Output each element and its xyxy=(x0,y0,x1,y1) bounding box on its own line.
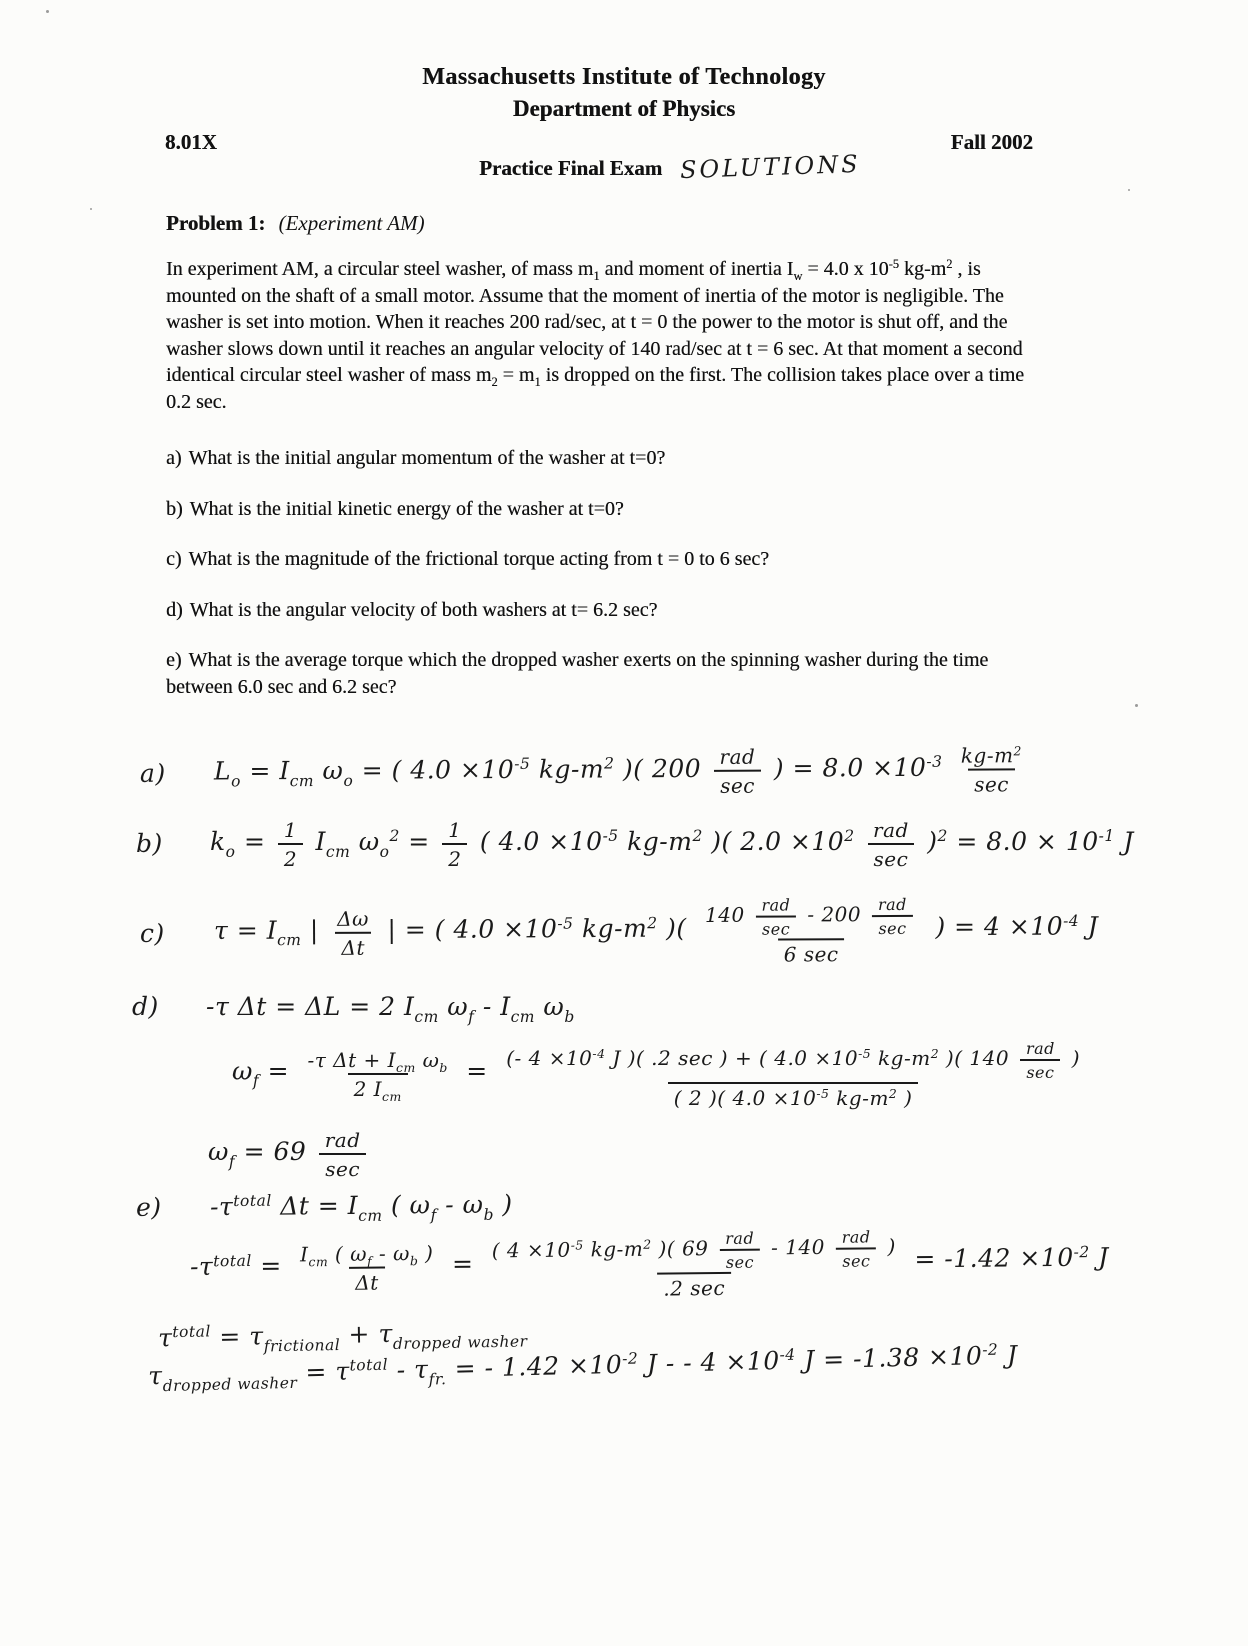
exam-title-row xyxy=(46,149,1248,185)
solution-line-d-continued xyxy=(232,1037,1248,1109)
solution-line-a xyxy=(140,741,1248,800)
problem-statement: In experiment AM, a circular steel washer, of mass $m_1$ and moment of inertia $I_w = 4.0$ x $10^{-5}$ $kg-m^2$ , is mounted on the shaft of a small motor. Assume that the moment of inertia of the motor is negligible. The washer is set into motion. When it reaches 200 rad/sec, at t = 0 the power to the motor is shut off, and the washer slows down until it reaches an angular velocity of 140 rad/sec at t = 6 sec. At that moment a second identical circular steel washer of mass $m_2 = m_1$ is dropped on the first. The collision takes place over a time 0.2 sec. xyxy=(166,257,1025,413)
solution-line-e xyxy=(135,1183,1248,1225)
question-text: What is the magnitude of the frictional torque acting from t = 0 to 6 sec? xyxy=(188,548,770,570)
question-text: What is the angular velocity of both washers at t= 6.2 sec? xyxy=(189,598,658,621)
exam-header xyxy=(0,64,1248,185)
solution-line-d-result xyxy=(208,1127,1248,1180)
solution-line-c xyxy=(140,891,1248,969)
handwritten-solutions-section xyxy=(0,743,1248,1395)
question-item xyxy=(166,597,1048,624)
question-item xyxy=(166,546,1048,573)
question-text: What is the initial angular momentum of the washer at t=0? xyxy=(188,447,666,469)
solution-line-e-continued xyxy=(190,1221,1248,1304)
question-item xyxy=(166,445,1048,472)
solution-math: $-\tau^{total}$ = $\frac{I_{cm} ( \omega_f - \omega_b )}{\Delta t}$ = ( $4 \times 10^{-5}$ $kg-m^2$ )( 69 $\frac{\text{rad}}{\sec}$ - 140 $\frac{\text{rad}}{\sec}$ ) .2 sec = $-1.42 \times 10^{-2}$ J xyxy=(189,1227,1109,1301)
question-text: What is the average torque which the dropped washer exerts on the spinning washer during the time between 6.0 sec and 6.2 sec? xyxy=(166,649,989,698)
course-number: 8.01X xyxy=(165,130,217,154)
question-text: What is the initial kinetic energy of the washer at t=0? xyxy=(189,497,624,520)
solution-label: a) xyxy=(139,758,166,788)
question-label: b) xyxy=(166,497,183,520)
exam-title: Practice Final Exam xyxy=(479,156,663,180)
question-label: c) xyxy=(166,548,182,570)
solution-math: $\tau_{dropped washer} = \tau^{total} - \tau_{fr.}$ = - $1.42 \times 10^{-2}$ J - - $4 \times 10^{-4}$ $J = -1.38 \times 10^{-2}$ J xyxy=(147,1340,1018,1395)
solution-math: $L_o = I_{cm}$ $\omega_o$ = ( $4.0 \times 10^{-5}$ $kg-m^2$ )( 200 $\frac{\text{rad}}{\sec}$ ) = $8.0 \times 10^{-3}$ $\frac{kg-m^2}{\sec}$ xyxy=(213,743,1022,798)
question-list xyxy=(166,445,1048,700)
solution-label: c) xyxy=(139,918,165,948)
question-label: a) xyxy=(166,447,182,469)
solution-line-d xyxy=(132,992,1248,1026)
solution-label: d) xyxy=(132,992,159,1021)
solution-math: $\tau^{total} = \tau_{frictional} + \tau_{dropped washer}$ xyxy=(157,1318,528,1355)
institution-title: Massachusetts Institute of Technology xyxy=(422,64,826,90)
term-label: Fall 2002 xyxy=(950,130,1033,154)
solution-math: -τ Δt = ΔL = 2 $I_{cm}$ $\omega_f - I_{cm}$ $\omega_b$ xyxy=(206,992,575,1026)
course-term-row xyxy=(0,122,1248,155)
scan-speck xyxy=(1135,704,1138,707)
solution-label: e) xyxy=(135,1192,162,1222)
problem-number: Problem 1: xyxy=(166,211,266,235)
question-label: d) xyxy=(166,598,183,621)
problem-section xyxy=(0,181,1248,700)
solution-math: $k_o$ = $\frac{1}{2}$ $I_{cm}$ $\omega_o^2$ = $\frac{1}{2}$ ( $4.0 \times 10^{-5}$ $kg-m^2$ )( $2.0 \times 10^2$ $\frac{\text{rad}}{\sec}$ )$^2 = 8.0 \times 10^{-1}$ J xyxy=(210,818,1134,871)
solution-math: $-\tau^{total}$ $\Delta t = I_{cm}$ ( $\omega_f - \omega_b$ ) xyxy=(209,1189,513,1225)
problem-experiment-note: (Experiment AM) xyxy=(278,211,425,235)
scan-speck xyxy=(90,208,92,210)
problem-heading xyxy=(166,211,1048,236)
solution-math: $\omega_f$ = $\frac{-\tau \Delta t + I_{cm} \omega_b}{2 I_{cm}}$ = (- $4 \times 10^{-4}$ J )( .2 sec ) + ( $4.0 \times 10^{-5}$ $kg-m^2$ )( 140 $\frac{\text{rad}}{\sec}$ ) ( 2 )( $4.0 \times 10^{-5}$ $kg-m^2$ ) xyxy=(232,1039,1081,1110)
question-item xyxy=(166,496,1048,523)
handwritten-solutions-label: SOLUTIONS xyxy=(679,149,862,185)
solution-math: $\tau = I_{cm}$ | $\frac{\Delta\omega}{\Delta t}$ | = ( $4.0 \times 10^{-5}$ $kg-m^2$ )( 140 $\frac{\text{rad}}{\sec}$ - 200 $\frac{\text{rad}}{\sec}$ 6 sec ) = $4 \times 10^{-4}$ J xyxy=(213,894,1099,967)
solution-line-b xyxy=(136,817,1248,870)
solution-label: b) xyxy=(136,829,163,858)
scan-speck xyxy=(46,10,49,13)
solution-math: $\omega_f = 69$ $\frac{\text{rad}}{\sec}$ xyxy=(208,1127,371,1180)
question-label: e) xyxy=(166,649,182,671)
question-item xyxy=(166,647,1048,700)
department-title: Department of Physics xyxy=(512,96,736,121)
scan-speck xyxy=(1128,189,1130,191)
